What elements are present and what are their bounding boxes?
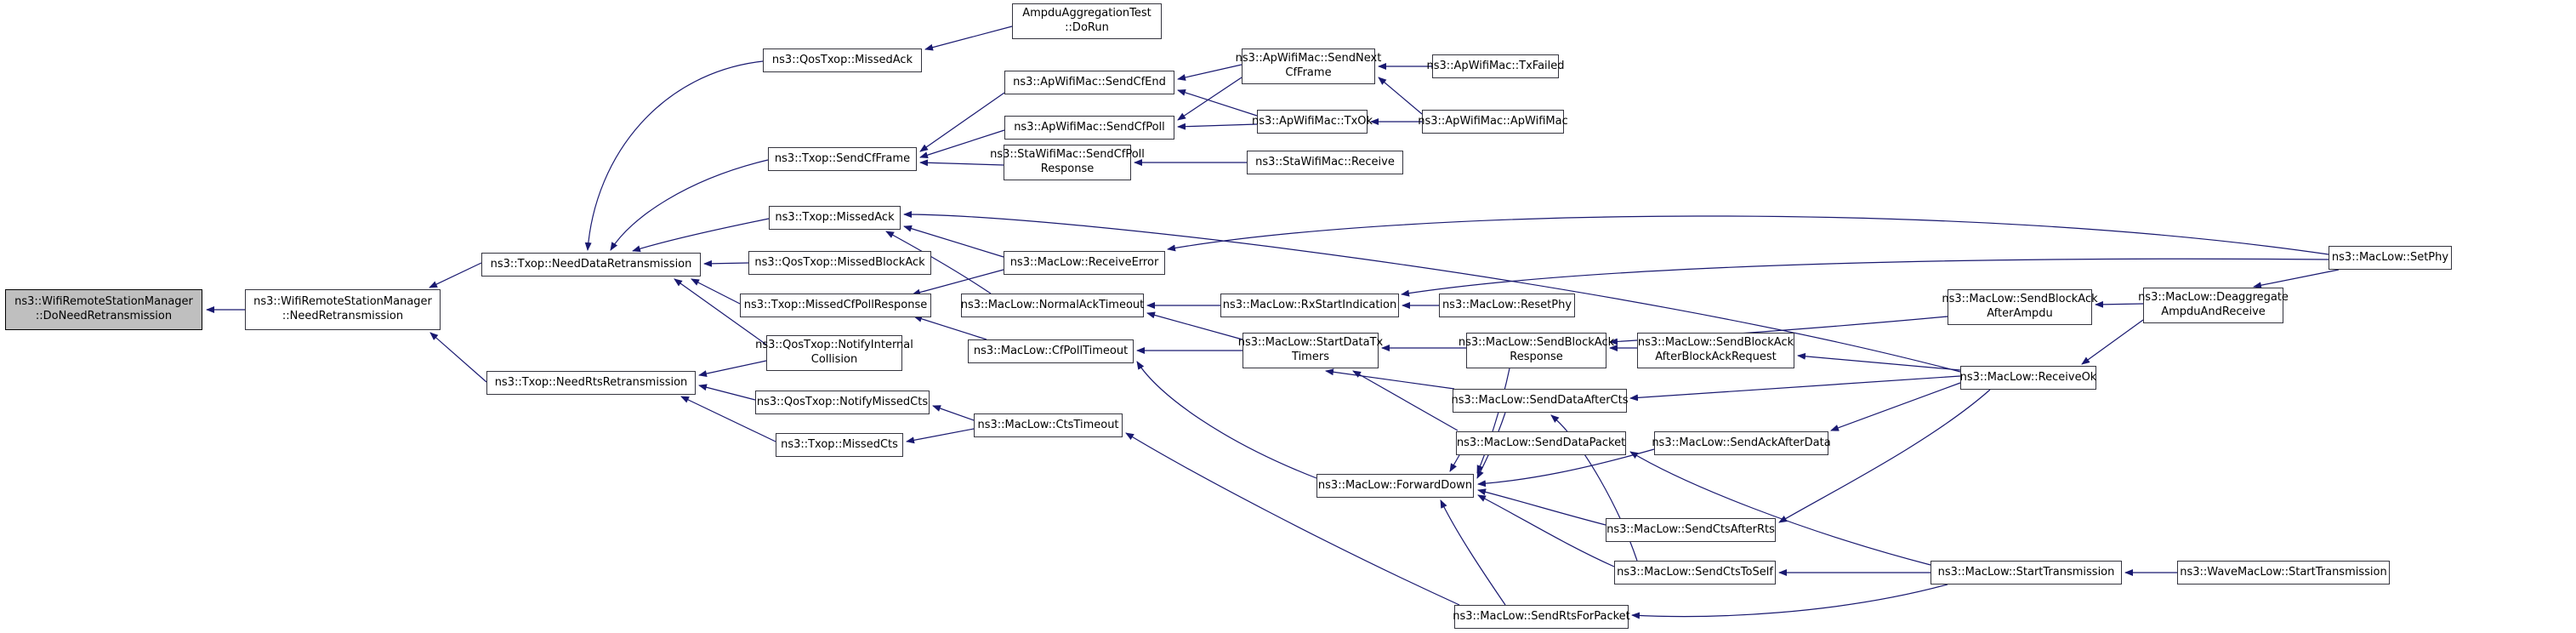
edge-mscts-to-mfd <box>1478 495 1614 567</box>
node-qos-txop-missed-ack[interactable] <box>763 48 922 72</box>
edge-msp-to-mdaar <box>2254 270 2339 287</box>
node-mac-low-send-block-ack-after-block-ack-request-label-line-2: AfterBlockAckRequest <box>1655 351 1777 363</box>
node-mac-low-send-data-packet[interactable] <box>1456 431 1626 455</box>
node-ampdu-aggregation-test-do-run[interactable] <box>1012 3 1162 39</box>
edge-qnic-to-nrr <box>699 361 766 375</box>
node-mac-low-send-data-after-cts-label-line-1: ns3::MacLow::SendDataAfterCts <box>1451 393 1629 407</box>
node-qos-txop-notify-missed-cts[interactable] <box>755 391 930 414</box>
edge-msrfp-to-mct <box>1126 433 1459 605</box>
node-mac-low-send-cts-after-rts[interactable] <box>1606 518 1776 542</box>
edge-mscar-to-mfd <box>1478 490 1606 525</box>
node-sta-wifi-mac-send-cf-poll-response[interactable] <box>990 145 1145 180</box>
node-mac-low-cts-timeout-label-line-1: ns3::MacLow::CtsTimeout <box>977 418 1119 431</box>
edge-asn-to-ace <box>1178 65 1242 79</box>
node-mac-low-send-ack-after-data-label-line-1: ns3::MacLow::SendAckAfterData <box>1652 436 1831 449</box>
node-ap-wifi-mac-send-cf-poll-label-line-1: ns3::ApWifiMac::SendCfPoll <box>1014 120 1165 134</box>
edge-ndr-to-nr <box>429 263 481 288</box>
edge-msdac-to-msdtt <box>1326 371 1454 389</box>
node-mac-low-deaggregate-ampdu-and-receive-label-line-2: AmpduAndReceive <box>2161 305 2266 318</box>
node-sta-wifi-mac-send-cf-poll-response-label-line-1: ns3::StaWifiMac::SendCfPoll <box>990 148 1145 162</box>
edge-mrok-to-mscar <box>1779 390 1990 522</box>
edge-mrok-to-msdac <box>1630 376 1960 398</box>
node-mac-low-start-data-tx-timers[interactable] <box>1237 333 1384 368</box>
edge-ace-to-scf <box>920 93 1004 151</box>
node-mac-low-receive-error[interactable] <box>1004 251 1165 275</box>
node-mac-low-start-transmission-label-line-1: ns3::MacLow::StartTransmission <box>1937 565 2115 579</box>
edge-msrfp-to-mfd <box>1441 500 1505 605</box>
node-mac-low-send-block-ack-response[interactable] <box>1458 333 1615 368</box>
edge-mdaar-to-msbaaa <box>2095 304 2143 305</box>
node-mac-low-send-data-packet-label-line-1: ns3::MacLow::SendDataPacket <box>1456 436 1626 449</box>
node-txop-send-cf-frame[interactable] <box>768 147 917 171</box>
node-mac-low-send-block-ack-after-block-ack-request-label-line-1: ns3::MacLow::SendBlockAck <box>1637 336 1794 350</box>
node-qos-txop-missed-block-ack-label-line-1: ns3::QosTxop::MissedBlockAck <box>754 255 925 269</box>
node-mac-low-send-block-ack-response-label-line-2: Response <box>1510 351 1563 363</box>
edge-aawm-to-asn <box>1379 77 1422 114</box>
node-sta-wifi-mac-send-cf-poll-response-label-line-2: Response <box>1040 163 1095 175</box>
node-txop-missed-cf-poll-response[interactable] <box>740 294 931 317</box>
node-mac-low-send-block-ack-response-label-line-1: ns3::MacLow::SendBlockAck <box>1458 336 1615 350</box>
node-mac-low-reset-phy-label-line-1: ns3::MacLow::ResetPhy <box>1442 298 1572 311</box>
node-ap-wifi-mac-send-next-cf-frame-label-line-2: CfFrame <box>1285 66 1332 79</box>
node-ampdu-aggregation-test-do-run-label-line-1: AmpduAggregationTest <box>1022 7 1152 20</box>
node-mac-low-forward-down[interactable] <box>1316 474 1474 498</box>
node-txop-send-cf-frame-label-line-1: ns3::Txop::SendCfFrame <box>774 151 911 165</box>
edge-msdp-to-msdtt <box>1353 371 1458 431</box>
node-mac-low-reset-phy[interactable] <box>1439 294 1575 317</box>
node-mac-low-normal-ack-timeout-label-line-1: ns3::MacLow::NormalAckTimeout <box>960 298 1145 311</box>
edge-mfd-to-mcpt <box>1137 362 1316 478</box>
node-qos-txop-notify-internal-collision[interactable] <box>755 335 913 371</box>
node-qos-txop-missed-ack-label-line-1: ns3::QosTxop::MissedAck <box>771 53 913 66</box>
node-ap-wifi-mac-tx-failed-label-line-1: ns3::ApWifiMac::TxFailed <box>1426 59 1565 72</box>
node-wave-mac-low-start-transmission-label-line-1: ns3::WaveMacLow::StartTransmission <box>2180 565 2387 579</box>
node-ap-wifi-mac-tx-ok-label-line-1: ns3::ApWifiMac::TxOk <box>1251 114 1373 128</box>
node-txop-missed-ack[interactable] <box>769 206 901 230</box>
edge-mcpt-to-tmcpr <box>914 316 987 339</box>
node-mac-low-send-cts-to-self-label-line-1: ns3::MacLow::SendCtsToSelf <box>1617 565 1773 579</box>
node-mac-low-send-rts-for-packet-label-line-1: ns3::MacLow::SendRtsForPacket <box>1453 609 1630 623</box>
node-mac-low-send-block-ack-after-ampdu[interactable] <box>1942 289 2098 325</box>
node-ap-wifi-mac-send-next-cf-frame[interactable] <box>1235 48 1382 84</box>
node-sta-wifi-mac-receive[interactable] <box>1247 151 1403 174</box>
node-txop-missed-ack-label-line-1: ns3::Txop::MissedAck <box>775 210 895 224</box>
edge-tmcpr-to-ndr <box>691 279 740 304</box>
node-wifi-remote-station-manager-need-retransmission-label-line-1: ns3::WifiRemoteStationManager <box>253 295 432 309</box>
edge-asn-to-acp <box>1178 77 1242 120</box>
node-ampdu-aggregation-test-do-run-label-line-2: ::DoRun <box>1065 21 1109 34</box>
edge-tma-to-ndr <box>633 219 769 251</box>
node-wifi-remote-station-manager-do-need-retransmission <box>5 289 202 330</box>
edge-msp-to-mre <box>1168 216 2329 254</box>
edge-mrok-to-msaad <box>1831 383 1960 431</box>
node-qos-txop-notify-internal-collision-label-line-1: ns3::QosTxop::NotifyInternal <box>755 339 913 352</box>
node-txop-need-data-retransmission[interactable] <box>481 253 701 277</box>
node-wifi-remote-station-manager-need-retransmission[interactable] <box>245 289 441 330</box>
node-ap-wifi-mac-tx-ok[interactable] <box>1251 110 1373 134</box>
node-txop-missed-cts-label-line-1: ns3::Txop::MissedCts <box>781 437 898 451</box>
edge-dorun-to-qma <box>925 26 1012 49</box>
node-mac-low-start-data-tx-timers-label-line-1: ns3::MacLow::StartDataTx <box>1237 336 1384 350</box>
node-ap-wifi-mac-send-cf-end[interactable] <box>1004 71 1174 94</box>
node-sta-wifi-mac-receive-label-line-1: ns3::StaWifiMac::Receive <box>1255 155 1395 168</box>
edge-qnmc-to-nrr <box>699 385 755 400</box>
node-wifi-remote-station-manager-need-retransmission-label-line-2: ::NeedRetransmission <box>281 310 404 322</box>
edge-scf-to-ndr <box>611 160 768 250</box>
node-mac-low-set-phy-label-line-1: ns3::MacLow::SetPhy <box>2331 250 2449 264</box>
node-ap-wifi-mac-send-next-cf-frame-label-line-1: ns3::ApWifiMac::SendNext <box>1235 52 1382 66</box>
node-ap-wifi-mac-send-cf-end-label-line-1: ns3::ApWifiMac::SendCfEnd <box>1013 75 1166 88</box>
node-mac-low-rx-start-indication[interactable] <box>1220 294 1399 317</box>
edge-atok-to-acp <box>1178 124 1257 127</box>
edge-mdaar-to-mrok <box>2082 320 2143 364</box>
edge-mrok-to-msbabar <box>1798 356 1960 370</box>
node-mac-low-send-block-ack-after-ampdu-label-line-1: ns3::MacLow::SendBlockAck <box>1942 293 2098 306</box>
edge-mst-to-msdp <box>1630 452 1931 565</box>
node-mac-low-send-block-ack-after-block-ack-request[interactable] <box>1637 333 1794 368</box>
node-txop-need-rts-retransmission[interactable] <box>486 371 696 395</box>
node-txop-need-data-retransmission-label-line-1: ns3::Txop::NeedDataRetransmission <box>490 257 692 271</box>
node-mac-low-deaggregate-ampdu-and-receive-label-line-1: ns3::MacLow::Deaggregate <box>2138 291 2289 305</box>
node-wifi-remote-station-manager-do-need-retransmission-label-line-1: ns3::WifiRemoteStationManager <box>14 295 193 309</box>
node-mac-low-normal-ack-timeout[interactable] <box>961 294 1144 317</box>
node-mac-low-cf-poll-timeout[interactable] <box>968 339 1134 363</box>
node-mac-low-send-data-after-cts[interactable] <box>1453 389 1627 413</box>
node-ap-wifi-mac-send-cf-poll[interactable] <box>1004 116 1174 140</box>
node-ap-wifi-mac-tx-failed[interactable] <box>1426 54 1565 78</box>
node-txop-missed-cf-poll-response-label-line-1: ns3::Txop::MissedCfPollResponse <box>743 298 928 311</box>
edge-qmba-to-ndr <box>704 263 748 264</box>
node-mac-low-receive-ok[interactable] <box>1960 366 2096 390</box>
node-txop-missed-cts[interactable] <box>776 433 903 457</box>
node-mac-low-send-ack-after-data[interactable] <box>1652 431 1831 455</box>
node-qos-txop-notify-internal-collision-label-line-2: Collision <box>810 353 858 366</box>
edge-qma-to-ndr <box>588 61 763 250</box>
node-mac-low-start-data-tx-timers-label-line-2: Timers <box>1292 351 1329 363</box>
node-ap-wifi-mac-constructor[interactable] <box>1418 110 1568 134</box>
edge-msbar-to-mfd <box>1477 368 1510 473</box>
node-mac-low-deaggregate-ampdu-and-receive[interactable] <box>2138 288 2289 323</box>
edge-sspr-to-scf <box>920 163 1004 165</box>
node-mac-low-cts-timeout[interactable] <box>974 413 1123 437</box>
edge-msdp-to-mfd <box>1450 455 1459 471</box>
node-qos-txop-notify-missed-cts-label-line-1: ns3::QosTxop::NotifyMissedCts <box>756 395 929 408</box>
edge-mst-to-msrfp <box>1632 585 1948 617</box>
node-wifi-remote-station-manager-do-need-retransmission-label-line-2: ::DoNeedRetransmission <box>35 310 173 322</box>
node-mac-low-cf-poll-timeout-label-line-1: ns3::MacLow::CfPollTimeout <box>973 344 1129 357</box>
node-mac-low-set-phy[interactable] <box>2329 246 2452 270</box>
node-mac-low-send-block-ack-after-ampdu-label-line-2: AfterAmpdu <box>1987 307 2053 320</box>
node-ap-wifi-mac-constructor-label-line-1: ns3::ApWifiMac::ApWifiMac <box>1418 114 1568 128</box>
edge-nrr-to-nr <box>430 333 486 382</box>
node-mac-low-forward-down-label-line-1: ns3::MacLow::ForwardDown <box>1317 478 1473 492</box>
node-wave-mac-low-start-transmission[interactable] <box>2177 561 2390 585</box>
node-mac-low-receive-ok-label-line-1: ns3::MacLow::ReceiveOk <box>1959 370 2097 384</box>
node-mac-low-start-transmission[interactable] <box>1931 561 2122 585</box>
node-mac-low-receive-error-label-line-1: ns3::MacLow::ReceiveError <box>1009 255 1159 269</box>
edge-mct-to-tmc <box>907 429 974 442</box>
node-mac-low-send-cts-to-self[interactable] <box>1614 561 1776 585</box>
node-mac-low-rx-start-indication-label-line-1: ns3::MacLow::RxStartIndication <box>1222 298 1397 311</box>
node-mac-low-send-rts-for-packet[interactable] <box>1454 605 1629 629</box>
node-mac-low-send-cts-after-rts-label-line-1: ns3::MacLow::SendCtsAfterRts <box>1606 522 1775 536</box>
node-txop-need-rts-retransmission-label-line-1: ns3::Txop::NeedRtsRetransmission <box>494 375 688 389</box>
edge-mct-to-qnmc <box>933 406 974 420</box>
node-qos-txop-missed-block-ack[interactable] <box>748 251 931 275</box>
